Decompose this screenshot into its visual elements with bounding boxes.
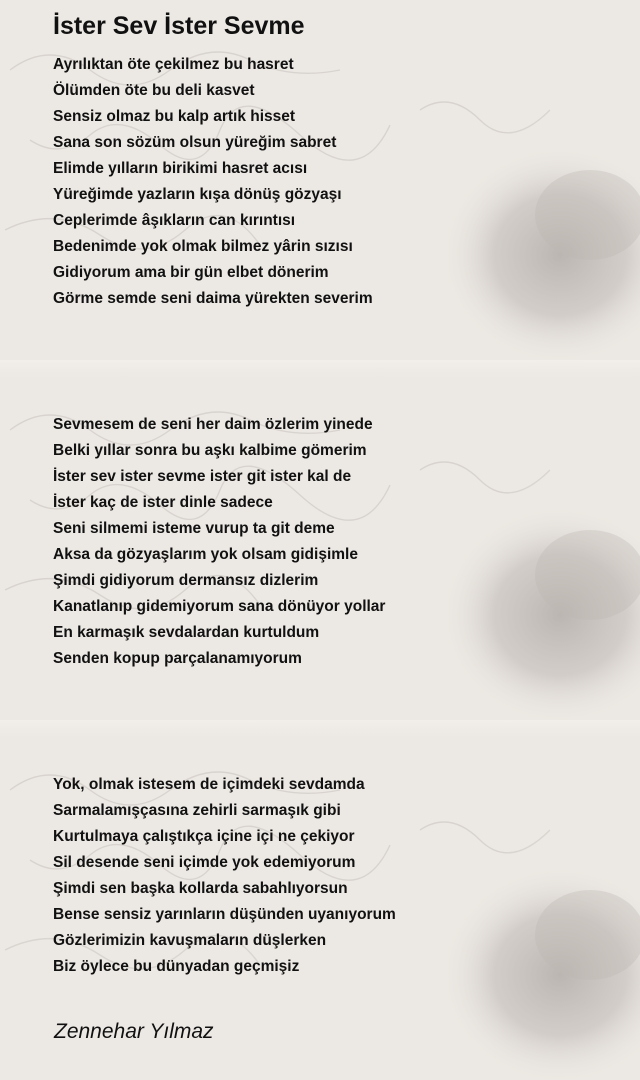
poem-line: Bense sensiz yarınların düşünden uyanıyorum — [53, 906, 396, 923]
poem-line: Şimdi sen başka kollarda sabahlıyorsun — [53, 880, 348, 897]
poem-line: Görme semde seni daima yürekten severim — [53, 290, 373, 307]
poem-line: Ayrılıktan öte çekilmez bu hasret — [53, 56, 294, 73]
poem-line: Sensiz olmaz bu kalp artık hisset — [53, 108, 296, 125]
poem-line: Seni silmemi isteme vurup ta git deme — [53, 520, 335, 537]
poem-line: Senden kopup parçalanamıyorum — [53, 650, 302, 667]
poem-line: Kurtulmaya çalıştıkça içine içi ne çekiyor — [53, 828, 355, 845]
stanza-1 — [53, 52, 373, 312]
poem-title: İster Sev İster Sevme — [53, 12, 305, 40]
poem-line: Şimdi gidiyorum dermansız dizlerim — [53, 572, 319, 589]
poem-line: Kanatlanıp gidemiyorum sana dönüyor yollar — [53, 598, 386, 615]
poem-author: Zennehar Yılmaz — [54, 1020, 214, 1043]
poem-line: En karmaşık sevdalardan kurtuldum — [53, 624, 320, 641]
poem-line: Sana son sözüm olsun yüreğim sabret — [53, 134, 337, 151]
poem-line: Sarmalamışçasına zehirli sarmaşık gibi — [53, 802, 341, 819]
poem-line: Bedenimde yok olmak bilmez yârin sızısı — [53, 238, 353, 255]
poem-line: Ölümden öte bu deli kasvet — [53, 82, 255, 99]
poem-line: Aksa da gözyaşlarım yok olsam gidişimle — [53, 546, 358, 563]
poem-line: Gidiyorum ama bir gün elbet dönerim — [53, 264, 329, 281]
poem-line: Sevmesem de seni her daim özlerim yinede — [53, 416, 373, 433]
poem-line: Elimde yılların birikimi hasret acısı — [53, 160, 308, 177]
poem-line: Yüreğimde yazların kışa dönüş gözyaşı — [53, 186, 342, 203]
poem-line: İster kaç de ister dinle sadece — [53, 494, 273, 511]
poem-line: Biz öylece bu dünyadan geçmişiz — [53, 958, 300, 975]
poem-line: Yok, olmak istesem de içimdeki sevdamda — [53, 776, 365, 793]
stanza-2 — [53, 412, 385, 672]
poem-line: Gözlerimizin kavuşmaların düşlerken — [53, 932, 327, 949]
stanza-3 — [53, 772, 396, 980]
poem-line: Sil desende seni içimde yok edemiyorum — [53, 854, 356, 871]
poem-line: Belki yıllar sonra bu aşkı kalbime gömerim — [53, 442, 367, 459]
poem-line: Ceplerimde âşıkların can kırıntısı — [53, 212, 296, 229]
poem-line: İster sev ister sevme ister git ister kal de — [53, 468, 352, 485]
